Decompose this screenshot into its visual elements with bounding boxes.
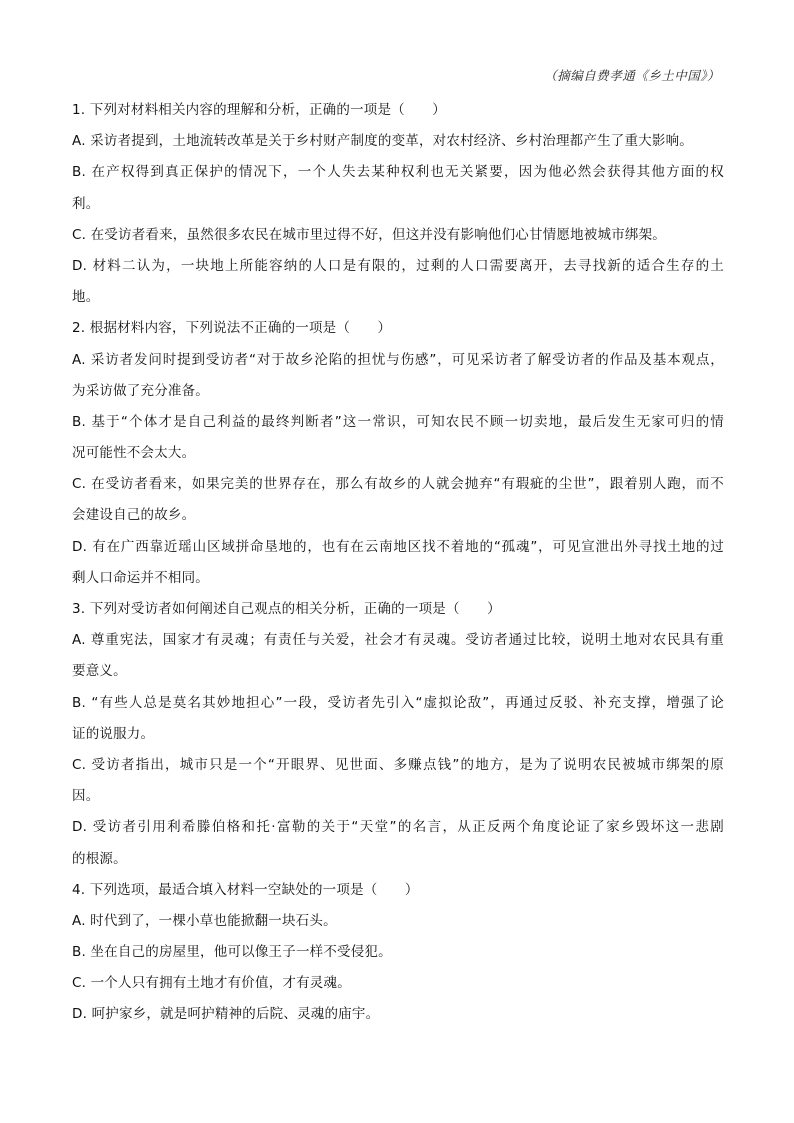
text-line: D. 有在广西靠近瑶山区域拼命垦地的，也有在云南地区找不着地的“孤魂”，可见宣泄出外寻找土地的过 xyxy=(72,538,724,555)
text-line: 证的说服力。 xyxy=(72,725,155,742)
text-line: B. 基于“个体才是自己利益的最终判断者”这一常识，可知农民不顾一切卖地，最后发生无家可归的情 xyxy=(72,413,724,430)
text-line: 因。 xyxy=(72,788,100,805)
text-line: 利。 xyxy=(72,195,100,212)
text-line: 会建设自己的故乡。 xyxy=(72,507,196,524)
text-line: B. 坐在自己的房屋里，他可以像王子一样不受侵犯。 xyxy=(72,944,392,961)
text-line: 况可能性不会太大。 xyxy=(72,445,196,462)
text-line: A. 采访者发问时提到受访者“对于故乡沦陷的担忧与伤感”，可见采访者了解受访者的作品及基本观点， xyxy=(72,351,724,368)
text-line: D. 呵护家乡，就是呵护精神的后院、灵魂的庙宇。 xyxy=(72,1006,380,1023)
text-line: 的根源。 xyxy=(72,850,127,867)
text-line: A. 尊重宪法，国家才有灵魂；有责任与关爱，社会才有灵魂。受访者通过比较，说明土地对农民具有重 xyxy=(72,632,724,649)
text-line: C. 受访者指出，城市只是一个“开眼界、见世面、多赚点钱”的地方，是为了说明农民被城市绑架的原 xyxy=(72,756,724,773)
text-line: 要意义。 xyxy=(72,663,127,680)
text-line: 1. 下列对材料相关内容的理解和分析，正确的一项是（ ） xyxy=(72,102,446,118)
text-line: A. 采访者提到，土地流转改革是关于乡村财产制度的变革，对农村经济、乡村治理都产生了重大影响。 xyxy=(72,133,693,150)
source-citation: （摘编自费孝通《乡土中国》） xyxy=(544,68,720,83)
text-line: C. 在受访者看来，如果完美的世界存在，那么有故乡的人就会抛弃“有瑕疵的尘世”，跟着别人跑，而不 xyxy=(72,476,724,493)
text-line: 2. 根据材料内容，下列说法不正确的一项是（ ） xyxy=(72,320,392,337)
text-line: C. 在受访者看来，虽然很多农民在城市里过得不好，但这并没有影响他们心甘情愿地被城市绑架。 xyxy=(72,226,667,243)
text-line: 3. 下列对受访者如何阐述自己观点的相关分析，正确的一项是（ ） xyxy=(72,601,501,617)
text-line: D. 受访者引用利希滕伯格和托·富勒的关于“天堂”的名言，从正反两个角度论证了家乡毁坏这一悲剧 xyxy=(72,819,724,836)
text-line: D. 材料二认为，一块地上所能容纳的人口是有限的，过剩的人口需要离开，去寻找新的适合生存的土 xyxy=(72,257,724,274)
text-line: C. 一个人只有拥有土地才有价值，才有灵魂。 xyxy=(72,975,351,992)
question-list xyxy=(72,95,724,1031)
text-line: 剩人口命运并不相同。 xyxy=(72,569,209,586)
text-line: 为采访做了充分准备。 xyxy=(72,382,209,399)
text-line: A. 时代到了，一棵小草也能掀翻一块石头。 xyxy=(72,912,337,929)
text-line: 4. 下列选项，最适合填入材料一空缺处的一项是（ ） xyxy=(72,881,419,898)
text-line: B. 在产权得到真正保护的情况下，一个人失去某种权利也无关紧要，因为他必然会获得其他方面的权 xyxy=(72,164,724,181)
text-line: B. “有些人总是莫名其妙地担心”一段，受访者先引入“虚拟论敌”，再通过反驳、补充支撑，增强了论 xyxy=(72,694,724,711)
text-line: 地。 xyxy=(72,289,100,306)
